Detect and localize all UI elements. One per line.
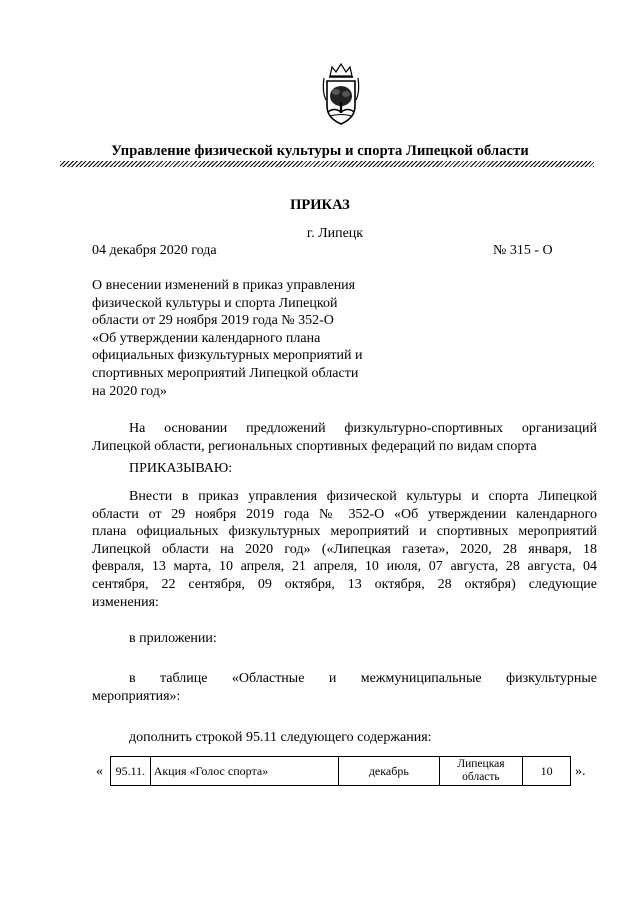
- paragraph-line: дополнить строкой 95.11 следующего содержания:: [129, 730, 432, 745]
- document-title: ПРИКАЗ: [290, 197, 350, 213]
- paragraph-line: области от 29 ноября 2019 года № 352-О «Об утверждении календарного: [92, 506, 597, 522]
- amend-paragraph: [92, 488, 597, 611]
- location-line: Липецкая: [457, 758, 505, 770]
- add-row-paragraph: [129, 729, 529, 747]
- paragraph-line: в приложении:: [129, 631, 217, 646]
- event-name-cell: Акция «Голос спорта»: [150, 757, 338, 786]
- paragraph-line: ПРИКАЗЫВАЮ:: [129, 461, 233, 476]
- organization-title: Управление физической культуры и спорта Липецкой области: [111, 143, 529, 159]
- added-row-table: [110, 756, 571, 786]
- table-close-quote: ».: [575, 764, 586, 779]
- location-line: область: [462, 771, 500, 783]
- paragraph-line: в таблице «Областные и межмуниципальные физкультурные: [129, 671, 597, 686]
- paragraph-line: Липецкой области на 2020 год» («Липецкая газета», 2020, 28 января, 18: [92, 541, 597, 557]
- subject-line: «Об утверждении календарного плана: [92, 330, 321, 346]
- subject-line: спортивных мероприятий Липецкой области: [92, 365, 359, 381]
- lipetsk-coat-of-arms-icon: [318, 62, 364, 130]
- paragraph-line: мероприятия»:: [92, 688, 181, 704]
- subject-line: О внесении изменений в приказ управления: [92, 278, 356, 293]
- subject-line: официальных физкультурных мероприятий и: [92, 348, 363, 364]
- document-number: № 315 - О: [493, 243, 553, 258]
- paragraph-line: сентября, 22 сентября, 09 октября, 13 октября, 28 октября) следующие: [92, 576, 597, 592]
- paragraph-line: Липецкой области, региональных спортивных федераций по видам спорта: [92, 438, 537, 454]
- subject-line: на 2020 год»: [92, 383, 167, 399]
- location-cell: [439, 757, 522, 786]
- header-divider: [60, 161, 594, 167]
- document-date: 04 декабря 2020 года: [92, 243, 217, 258]
- paragraph-line: февраля, 13 марта, 10 апреля, 21 апреля, 10 июля, 07 августа, 28 августа, 04: [92, 559, 597, 575]
- table-reference-paragraph: [92, 670, 597, 705]
- order-word: [129, 460, 429, 478]
- subject-line: физической культуры и спорта Липецкой: [92, 295, 338, 311]
- paragraph-line: Внести в приказ управления физической культуры и спорта Липецкой: [129, 489, 597, 504]
- basis-paragraph: [92, 420, 597, 455]
- count-cell: 10: [523, 757, 571, 786]
- paragraph-line: плана официальных физкультурных мероприятий и спортивных мероприятий: [92, 524, 597, 540]
- paragraph-line: На основании предложений физкультурно-спортивных организаций: [129, 421, 597, 436]
- appendix-paragraph: [129, 630, 429, 648]
- month-cell: декабрь: [338, 757, 439, 786]
- paragraph-line: изменения:: [92, 594, 159, 610]
- subject-line: области от 29 ноября 2019 года № 352-О: [92, 313, 334, 329]
- table-open-quote: «: [96, 764, 103, 779]
- table-row: [111, 757, 571, 786]
- row-number-cell: 95.11.: [111, 757, 151, 786]
- document-city: г. Липецк: [306, 226, 364, 241]
- document-subject: [92, 277, 402, 400]
